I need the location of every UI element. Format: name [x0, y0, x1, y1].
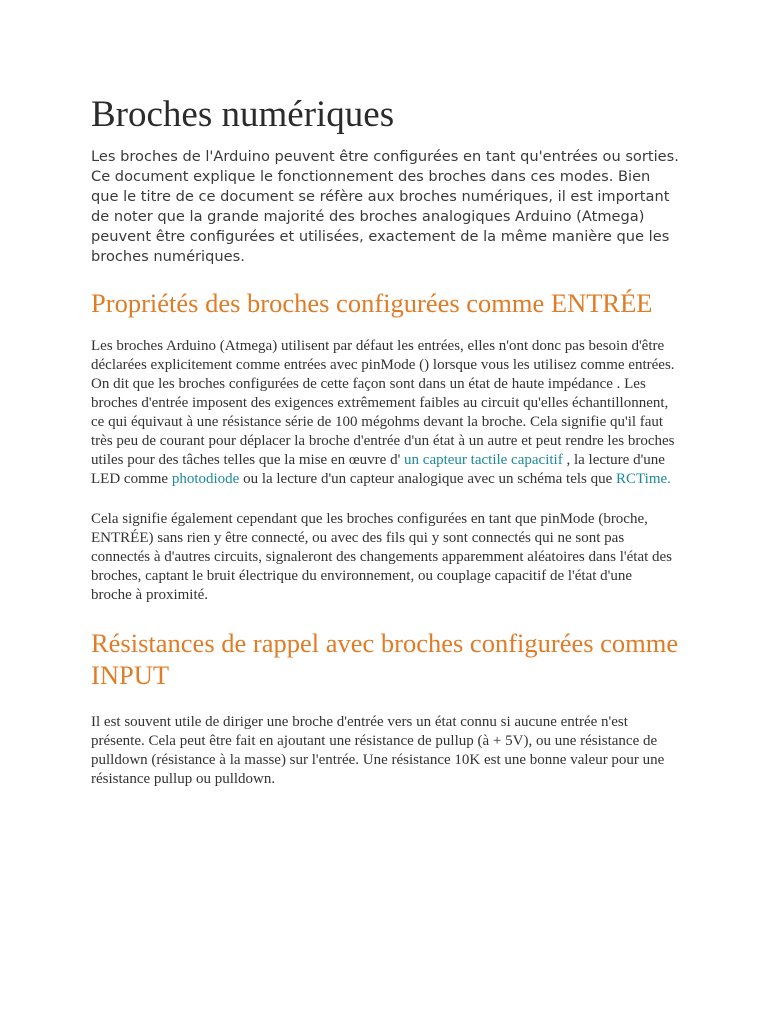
link-capteur-tactile-capacitif[interactable]: un capteur tactile capacitif	[404, 452, 563, 468]
section-heading-rappel: Résistances de rappel avec broches configurées comme INPUT	[91, 628, 679, 690]
section1-paragraph-1-text-c: ou la lecture d'un capteur analogique avec un schéma tels que	[243, 471, 613, 487]
section1-paragraph-1-text-a: Les broches Arduino (Atmega) utilisent par défaut les entrées, elles n'ont donc pas besoin d'être déclarées explicitement comme entrées avec pinMode () lorsque vous les utilisez comme entrées. On dit que les broches configurées de cette façon sont dans un état de haute impédance . Les broches d'entrée imposent des exigences extrêmement faibles au circuit qu'elles échantillonnent, ce qui équivaut à une résistance série de 100 mégohms devant la broche. Cela signifie qu'il faut très peu de courant pour déplacer la broche d'entrée d'un état à un autre et peut rendre les broches utiles pour des tâches telles que la mise en œuvre d'	[91, 338, 675, 468]
link-photodiode[interactable]: photodiode	[171, 471, 240, 487]
section1-paragraph-1	[91, 337, 676, 489]
intro-paragraph: Les broches de l'Arduino peuvent être configurées en tant qu'entrées ou sorties. Ce document explique le fonctionnement des broches dans ces modes. Bien que le titre de ce document se réfère aux broches numériques, il est important de noter que la grande majorité des broches analogiques Arduino (Atmega) peuvent être configurées et utilisées, exactement de la même manière que les broches numériques.	[91, 148, 679, 265]
page-title: Broches numériques	[91, 94, 395, 135]
link-rctime[interactable]: RCTime.	[616, 471, 671, 487]
section1-paragraph-2: Cela signifie également cependant que les broches configurées en tant que pinMode (broche, ENTRÉE) sans rien y être connecté, ou avec des fils qui y sont connectés qui ne sont pas connectés à d'autres circuits, signaleront des changements apparemment aléatoires dans l'état des broches, captant le bruit électrique du environnement, ou couplage capacitif de l'état d'une broche à proximité.	[91, 511, 673, 603]
section1-paragraph-1-text-b: , la lecture d'une LED comme	[91, 452, 665, 487]
section2-paragraph-1: Il est souvent utile de diriger une broche d'entrée vers un état connu si aucune entrée n'est présente. Cela peut être fait en ajoutant une résistance de pullup (à + 5V), ou une résistance de pulldown (résistance à la masse) sur l'entrée. Une résistance 10K est une bonne valeur pour une résistance pullup ou pulldown.	[91, 714, 665, 787]
document-page	[91, 92, 691, 789]
section-heading-entree: Propriétés des broches configurées comme ENTRÉE	[91, 288, 653, 318]
